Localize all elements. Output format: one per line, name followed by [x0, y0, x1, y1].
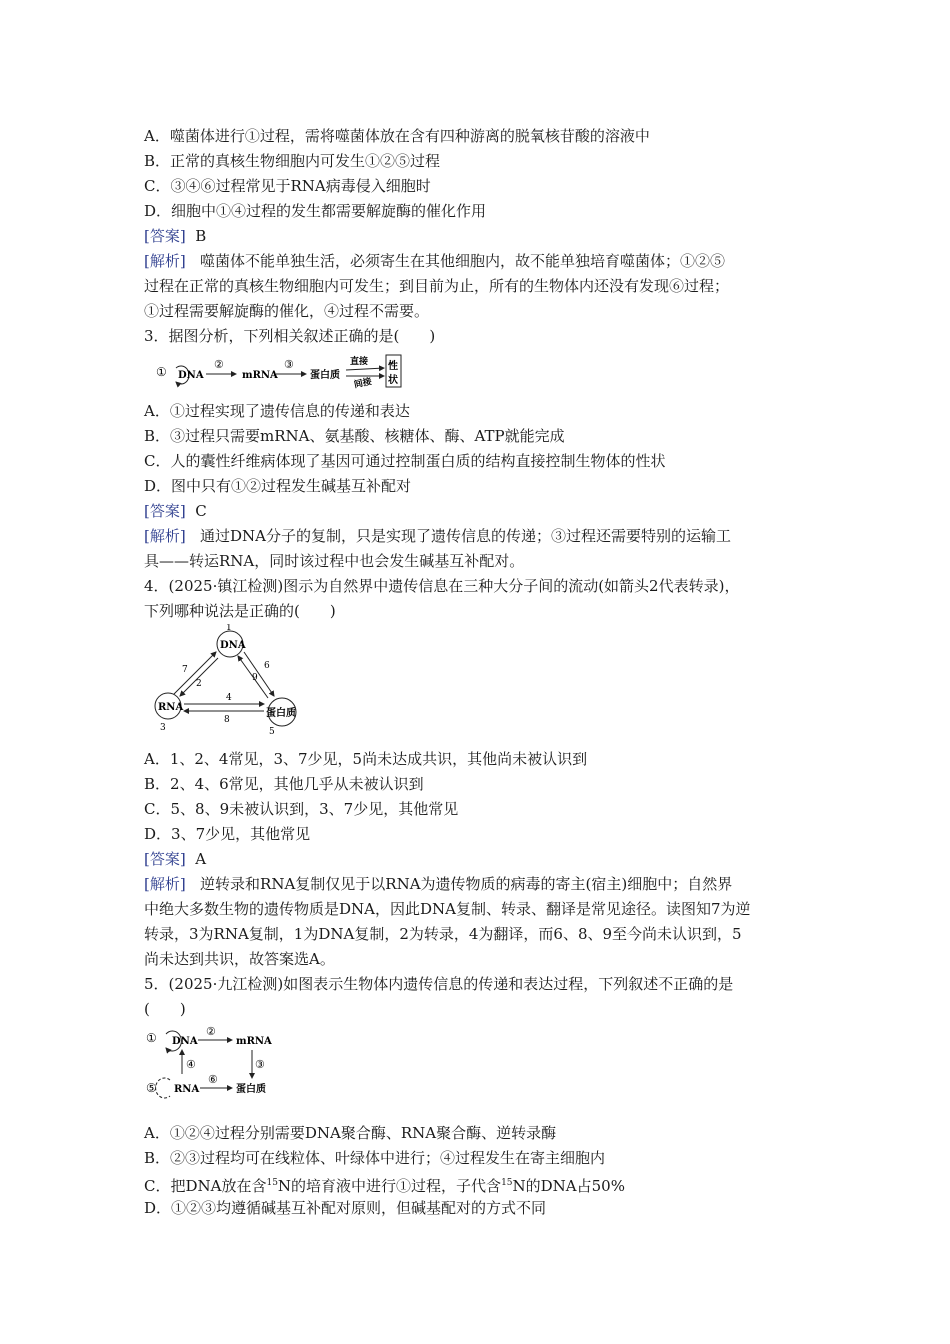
label-2: ②: [206, 1025, 216, 1038]
analysis-tag: [解析]: [144, 875, 186, 893]
answer-value: A: [195, 850, 207, 868]
arrow-6: [244, 652, 274, 696]
label-3: ③: [284, 358, 294, 371]
q4-option-c: C．5、8、9未被认识到，3、7少见，其他常见: [144, 800, 459, 818]
label-6: 6: [264, 661, 270, 671]
trait-label-2: 状: [388, 375, 398, 386]
q3-answer-line: [144, 501, 207, 521]
indirect-label: 间接: [353, 377, 373, 391]
label-3: 3: [160, 723, 166, 733]
label-1: ①: [156, 365, 167, 379]
q2-analysis-cont: 过程在正常的真核生物细胞内可发生；到目前为止，所有的生物体内还没有发现⑥过程；: [144, 277, 730, 295]
superscript: 15: [501, 1178, 513, 1188]
direct-label: 直接: [350, 357, 369, 367]
label-7: 7: [182, 665, 188, 675]
analysis-tag: [解析]: [144, 252, 186, 270]
q4-analysis-cont: 中绝大多数生物的遗传物质是DNA，因此DNA复制、转录、翻译是常见途径。读图知7为逆: [144, 900, 751, 918]
label-1: 1: [226, 624, 232, 633]
label-6: ⑥: [208, 1073, 218, 1086]
rna-replication-arrow: [156, 1078, 170, 1098]
q5-stem: 5．(2025·九江检测)如图表示生物体内遗传信息的传递和表达过程，下列叙述不正确的是: [144, 975, 734, 993]
q2-option-a: A．噬菌体进行①过程，需将噬菌体放在含有四种游离的脱氧核苷酸的溶液中: [144, 127, 650, 145]
analysis-tag: [解析]: [144, 527, 186, 545]
arrow-7: [174, 652, 216, 694]
q3-analysis-line: [144, 526, 731, 546]
label-5: 5: [269, 727, 275, 736]
arrow-2: [180, 658, 218, 696]
label-1: ①: [146, 1031, 157, 1045]
q2-answer-line: [144, 226, 206, 246]
q4-analysis-cont: 尚未达到共识，故答案选A。: [144, 950, 335, 968]
q4-option-d: D．3、7少见，其他常见: [144, 825, 311, 843]
q4-analysis-cont: 转录，3为RNA复制，1为DNA复制，2为转录，4为翻译，而6、8、9至今尚未认识到，5: [144, 925, 742, 943]
analysis-text: 逆转录和RNA复制仅见于以RNA为遗传物质的病毒的寄主(宿主)细胞中；自然界: [200, 875, 733, 893]
answer-value: B: [195, 227, 207, 245]
q4-stem-cont: 下列哪种说法是正确的( ): [144, 602, 336, 620]
q2-option-c: C．③④⑥过程常见于RNA病毒侵入细胞时: [144, 177, 431, 195]
q5-option-d: D．①②③均遵循碱基互补配对原则，但碱基配对的方式不同: [144, 1199, 547, 1217]
q5-option-a: A．①②④过程分别需要DNA聚合酶、RNA聚合酶、逆转录酶: [144, 1124, 557, 1142]
label-4: 4: [226, 693, 232, 703]
q2-option-b: B．正常的真核生物细胞内可发生①②⑤过程: [144, 152, 441, 170]
analysis-text: 噬菌体不能单独生活，必须寄生在其他细胞内，故不能单独培育噬菌体；①②⑤: [200, 252, 726, 270]
q5-stem-cont: ( ): [144, 1000, 186, 1018]
q5-option-b: B．②③过程均可在线粒体、叶绿体中进行；④过程发生在寄主细胞内: [144, 1149, 606, 1167]
label-4: ④: [186, 1058, 196, 1071]
q4-stem: 4．(2025·镇江检测)图示为自然界中遗传信息在三种大分子间的流动(如箭头2代表转录)，: [144, 577, 740, 595]
label-2: ②: [214, 358, 224, 371]
q3-option-c: C．人的囊性纤维病体现了基因可通过控制蛋白质的结构直接控制生物体的性状: [144, 452, 666, 470]
q5-option-c: C．把DNA放在含$^{15}$N的培育液中进行①过程，子代含$^{15}$N的DNA占50%: [144, 1177, 625, 1195]
label-5: ⑤: [146, 1081, 157, 1095]
q2-analysis-line: [144, 251, 725, 271]
answer-tag: [答案]: [144, 850, 186, 868]
mrna-node: mRNA: [242, 370, 278, 381]
q3-stem: 3．据图分析，下列相关叙述正确的是( ): [144, 327, 436, 345]
q2-option-d: D．细胞中①④过程的发生都需要解旋酶的催化作用: [144, 202, 487, 220]
label-9: 9: [252, 673, 258, 683]
answer-value: C: [195, 502, 207, 520]
q3-option-a: A．①过程实现了遗传信息的传递和表达: [144, 402, 410, 420]
direct-arrow: [346, 368, 384, 370]
q3-flow-diagram: [144, 352, 414, 392]
q3-option-b: B．③过程只需要mRNA、氨基酸、核糖体、酶、ATP就能完成: [144, 427, 565, 445]
protein-node: 蛋白质: [236, 1084, 266, 1095]
dna-node: DNA: [172, 1036, 198, 1047]
protein-node: 蛋白质: [310, 370, 340, 381]
q4-answer-line: [144, 849, 206, 869]
protein-node: 蛋白质: [266, 708, 296, 719]
superscript: 15: [266, 1178, 278, 1188]
dna-node: DNA: [220, 640, 246, 651]
analysis-text: 通过DNA分子的复制，只是实现了遗传信息的传递；③过程还需要特别的运输工: [200, 527, 732, 545]
label-3: ③: [255, 1058, 265, 1071]
q4-option-a: A．1、2、4常见，3、7少见，5尚未达成共识，其他尚未被认识到: [144, 750, 588, 768]
rna-node: RNA: [158, 702, 184, 713]
rna-node: RNA: [174, 1084, 200, 1095]
answer-tag: [答案]: [144, 227, 186, 245]
answer-tag: [答案]: [144, 502, 186, 520]
trait-label-1: 性: [388, 361, 398, 372]
label-2: 2: [196, 679, 202, 689]
q3-option-d: D．图中只有①②过程发生碱基互补配对: [144, 477, 412, 495]
q2-analysis-cont: ①过程需要解旋酶的催化，④过程不需要。: [144, 302, 430, 320]
q4-option-b: B．2、4、6常见，其他几乎从未被认识到: [144, 775, 424, 793]
q3-analysis-cont: 具——转运RNA，同时该过程中也会发生碱基互补配对。: [144, 552, 525, 570]
mrna-node: mRNA: [236, 1036, 272, 1047]
label-8: 8: [224, 715, 230, 725]
q4-analysis-line: [144, 874, 732, 894]
dna-node: DNA: [178, 370, 204, 381]
q4-triangle-diagram: [144, 624, 319, 736]
q5-flow-diagram: [144, 1022, 284, 1102]
